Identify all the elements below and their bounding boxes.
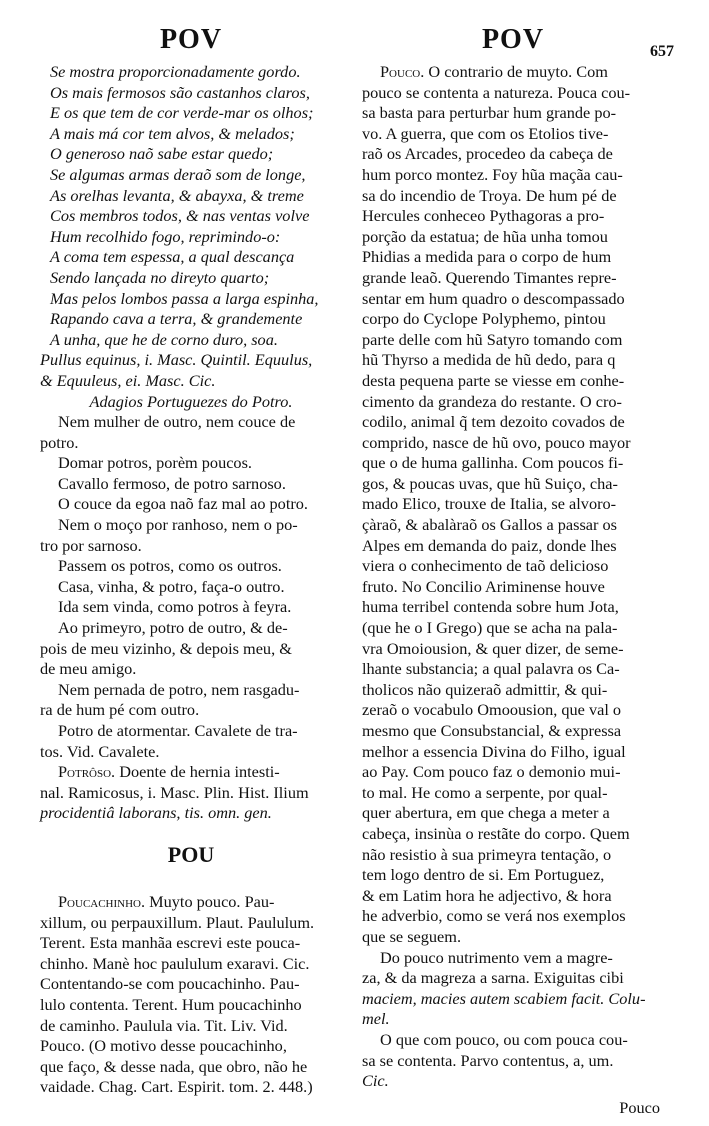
adagio-entry bbox=[40, 680, 342, 721]
poem-line: Hum recolhido fogo, reprimindo-o: bbox=[50, 226, 281, 246]
entry-line: sa basta para perturbar hum grande po- bbox=[362, 103, 617, 123]
paragraph-magreza bbox=[362, 948, 664, 1030]
adagio-entry bbox=[40, 618, 342, 680]
entry-line: lhante substancia; a qual palavra os Ca- bbox=[362, 659, 620, 679]
adagio-line: Domar potros, porèm poucos. bbox=[58, 453, 252, 473]
entry-line: Pouco. (O motivo desse poucachinho, bbox=[40, 1036, 287, 1056]
headword: Poucachinho. bbox=[58, 891, 146, 911]
entry-line: vra Omoiousion, & quer dizer, de seme- bbox=[362, 638, 624, 658]
entry-line: mesmo que Consubstancial, & expressa bbox=[362, 721, 622, 740]
entry-line: Terent. Esta manhãa escrevi este pouca- bbox=[40, 933, 301, 953]
entry-text: O contrario de muyto. Com bbox=[428, 62, 608, 81]
right-header bbox=[362, 0, 674, 62]
adagio-entry bbox=[40, 494, 342, 515]
entry-line: za, & da magreza a sarna. Exiguitas cibi bbox=[362, 968, 624, 988]
entry-line: tem logo dentro de si. Em Portuguez, bbox=[362, 865, 605, 885]
poem-line: Mas pelos lombos passa a larga espinha, bbox=[50, 288, 319, 308]
adagio-line: potro. bbox=[40, 432, 79, 452]
adagio-line: tos. Vid. Cavalete. bbox=[40, 741, 160, 761]
running-head-right: POV bbox=[481, 24, 545, 55]
poem-line: As orelhas levanta, & abayxa, & treme bbox=[50, 185, 304, 205]
entry-line: grande leaõ. Querendo Timantes repre- bbox=[362, 267, 617, 287]
adagio-line: Passem os potros, como os outros. bbox=[58, 556, 282, 576]
entry-line: Cic. bbox=[362, 1071, 389, 1091]
entry-line: Alpes em demanda do paiz, donde lhes bbox=[362, 535, 617, 555]
adagio-line: O couce da egoa naõ faz mal ao potro. bbox=[58, 494, 308, 514]
entry-line: mel. bbox=[362, 1009, 390, 1029]
entry-line: O que com pouco, ou com pouca cou- bbox=[380, 1029, 628, 1049]
adagio-line: Ida sem vinda, como potros à feyra. bbox=[58, 597, 292, 617]
entry-line: que faço, & desse nada, que obro, não he bbox=[40, 1056, 308, 1076]
adagio-entry bbox=[40, 597, 342, 618]
entry-line: ao Pay. Com pouco faz o demonio mui- bbox=[362, 762, 621, 782]
adagio-entry bbox=[40, 453, 342, 474]
entry-line: to mal. He como a serpente, por qual- bbox=[362, 782, 608, 802]
right-column bbox=[362, 0, 674, 1118]
entry-line: que se seguem. bbox=[362, 926, 462, 946]
entry-line: corpo do Cyclope Polyphemo, pintou bbox=[362, 309, 606, 329]
adagio-line: de meu amigo. bbox=[40, 659, 137, 679]
entry-line: zeraõ o vocabulo Omoousion, que val o bbox=[362, 700, 622, 720]
adagio-entry bbox=[40, 474, 342, 495]
entry-text: Doente de hernia intesti- bbox=[119, 762, 280, 782]
left-header bbox=[40, 0, 342, 62]
entry-line: melhor a essencia Divina do Filho, igual bbox=[362, 741, 626, 761]
entry-line: sentar em hum quadro o descompassado bbox=[362, 288, 625, 308]
adagio-entry bbox=[40, 721, 342, 762]
entry-line: vaidade. Chag. Cart. Espirit. tom. 2. 448.) bbox=[40, 1077, 313, 1097]
latin-line: Pullus equinus, i. Masc. Quintil. Equulus, bbox=[40, 350, 313, 370]
entry-line: porção da estatua; de hũa unha tomou bbox=[362, 226, 608, 246]
entry-line: pouco se contenta a natureza. Pouca cou- bbox=[362, 82, 631, 102]
adagios-title: Adagios Portuguezes do Potro. bbox=[89, 391, 293, 411]
running-head-left: POV bbox=[159, 24, 223, 55]
section-header-pou: POU bbox=[167, 841, 215, 867]
entry-line: Do pouco nutrimento vem a magre- bbox=[380, 947, 613, 967]
entry-line: parte delle com hũ Satyro tomando com bbox=[362, 329, 623, 349]
adagio-entry bbox=[40, 515, 342, 556]
entry-line: gos, & poucas uvas, que hũ Suiço, cha- bbox=[362, 473, 618, 493]
entry-line: & em Latim hora he adjectivo, & hora bbox=[362, 885, 612, 905]
entry-line: tholicos não quizeraõ admittir, & qui- bbox=[362, 679, 608, 699]
adagio-line: Nem mulher de outro, nem couce de bbox=[58, 412, 296, 432]
entry-line: (que he o I Grego) que se acha na pala- bbox=[362, 618, 618, 638]
adagio-line: Nem o moço por ranhoso, nem o po- bbox=[58, 515, 298, 535]
poem-line: A mais má cor tem alvos, & melados; bbox=[50, 123, 295, 143]
adagio-line: Ao primeyro, potro de outro, & de- bbox=[58, 618, 288, 638]
entry-line: codilo, animal q̃ tem dezoito covados de bbox=[362, 412, 625, 432]
entry-line: vo. A guerra, que com os Etolios tive- bbox=[362, 123, 609, 143]
entry-line: xillum, ou perpauxillum. Plaut. Paululum. bbox=[40, 912, 315, 932]
poem-line: Rapando cava a terra, & grandemente bbox=[50, 309, 303, 329]
adagio-line: Cavallo fermoso, de potro sarnoso. bbox=[58, 473, 286, 493]
catchword: Pouco bbox=[619, 1097, 660, 1117]
entry-line: procidentiâ laborans, tis. omn. gen. bbox=[40, 803, 272, 823]
entry-line: quer abertura, em que chega a meter a bbox=[362, 803, 610, 823]
poem-line: Sendo lançada no direyto quarto; bbox=[50, 267, 270, 287]
entry-pouco bbox=[362, 62, 664, 948]
adagios-list bbox=[40, 412, 342, 762]
entry-line: he adverbio, como se verá nos exemplos bbox=[362, 906, 626, 926]
entry-line: çàraõ, & abalàraõ os Gallos a passar os bbox=[362, 515, 617, 535]
adagio-line: tro por sarnoso. bbox=[40, 535, 142, 555]
entry-line: que o de huma gallinha. Com poucos fi- bbox=[362, 453, 624, 473]
entry-line: fruto. No Concilio Ariminense houve bbox=[362, 576, 605, 596]
entry-line: nal. Ramicosus, i. Masc. Plin. Hist. Ilium bbox=[40, 782, 309, 802]
poem-line: Se algumas armas deraõ som de longe, bbox=[50, 164, 306, 184]
paragraph-contenta bbox=[362, 1030, 664, 1092]
adagio-line: Potro de atormentar. Cavalete de tra- bbox=[58, 721, 298, 740]
entry-line: lulo contenta. Terent. Hum poucachinho bbox=[40, 994, 302, 1014]
poem-line: E os que tem de cor verde-mar os olhos; bbox=[50, 103, 314, 123]
poem-line: A coma tem espessa, a qual descança bbox=[50, 247, 295, 267]
entry-line: sa se contenta. Parvo contentus, a, um. bbox=[362, 1050, 614, 1070]
entry-line: cabeça, insinùa o restãte do corpo. Quem bbox=[362, 823, 630, 843]
latin-equivalents bbox=[40, 350, 342, 391]
poem-block bbox=[40, 62, 342, 350]
entry-line: mado Elico, trouxe de Italia, se alvoro- bbox=[362, 494, 617, 514]
entry-line: hũ Thyrso a medida de hũ dedo, para q bbox=[362, 350, 616, 370]
entry-line: maciem, macies autem scabiem facit. Colu- bbox=[362, 988, 646, 1008]
entry-line: viera o conhecimento de taõ delicioso bbox=[362, 556, 609, 576]
adagio-line: pois de meu vizinho, & depois meu, & bbox=[40, 638, 292, 658]
entry-potroso bbox=[40, 762, 342, 824]
adagio-line: Nem pernada de potro, nem rasgadu- bbox=[58, 679, 300, 699]
entry-line: raõ os Arcades, procedeo da cabeça de bbox=[362, 144, 613, 164]
entry-line: comprido, nasce de hũ ovo, pouco mayor bbox=[362, 432, 631, 452]
poem-line: A unha, que he de corno duro, soa. bbox=[50, 329, 278, 349]
entry-line: cimento da grandeza do restante. O cro- bbox=[362, 391, 622, 411]
latin-line: & Equuleus, ei. Masc. Cic. bbox=[40, 370, 216, 390]
adagio-entry bbox=[40, 412, 342, 453]
entry-line: hum porco montez. Foy hũa maçãa cau- bbox=[362, 164, 623, 184]
entry-poucachinho bbox=[40, 892, 342, 1098]
headword: Pouco. bbox=[380, 62, 425, 81]
entry-line: Phidias a medida para o corpo de hum bbox=[362, 247, 612, 267]
headword: Potrôso. bbox=[58, 762, 116, 782]
entry-line: Contentando-se com poucachinho. Pau- bbox=[40, 974, 300, 994]
entry-line: sa do incendio de Troya. De hum pé de bbox=[362, 185, 617, 205]
poem-line: Cos membros todos, & nas ventas volve bbox=[50, 206, 310, 226]
poem-line: O generoso naõ sabe estar quedo; bbox=[50, 144, 274, 164]
entry-text: Muyto pouco. Pau- bbox=[149, 891, 275, 911]
entry-line: huma terribel contenda sobre hum Jota, bbox=[362, 597, 619, 617]
entry-line: de caminho. Paulula via. Tit. Liv. Vid. bbox=[40, 1015, 288, 1035]
left-column bbox=[40, 0, 342, 1098]
entry-line: Hercules conheceo Pythagoras a pro- bbox=[362, 206, 605, 226]
adagio-line: Casa, vinha, & potro, faça-o outro. bbox=[58, 576, 285, 596]
poem-line: Se mostra proporcionadamente gordo. bbox=[50, 62, 301, 81]
entry-line: chinho. Manè hoc paululum exaravi. Cic. bbox=[40, 953, 310, 973]
entry-line: desta pequena parte se viesse em conhe- bbox=[362, 370, 625, 390]
adagio-entry bbox=[40, 556, 342, 577]
page-number: 657 bbox=[650, 43, 674, 60]
entry-line: não resistio à sua primeyra tentação, o bbox=[362, 844, 612, 864]
poem-line: Os mais fermosos são castanhos claros, bbox=[50, 82, 310, 102]
adagio-line: ra de hum pé com outro. bbox=[40, 700, 200, 720]
adagio-entry bbox=[40, 577, 342, 598]
